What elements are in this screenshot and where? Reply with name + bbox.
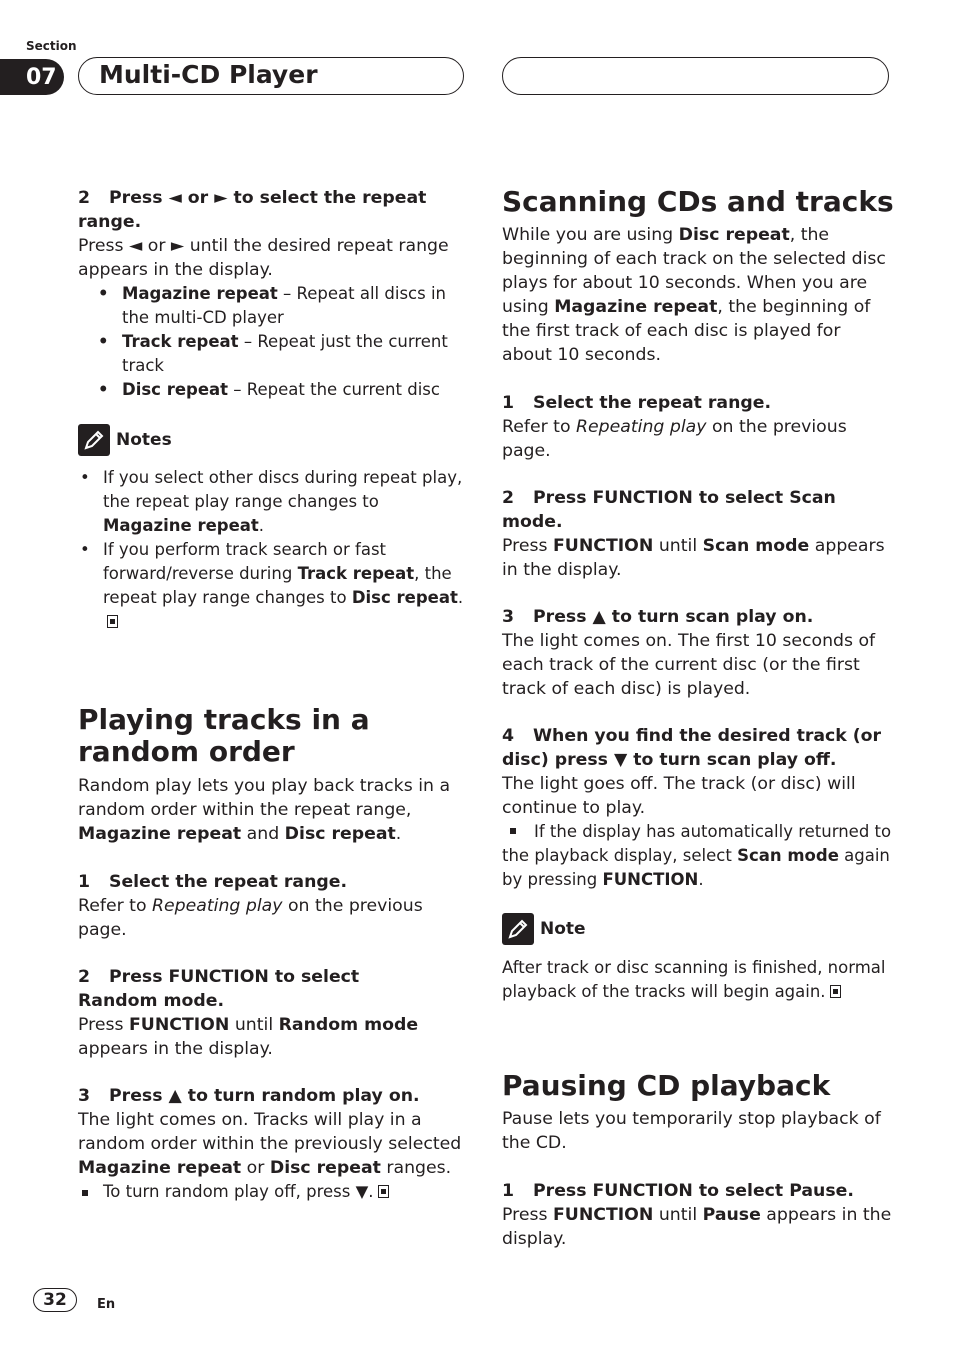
step-heading: 1 Select the repeat range. [78,872,348,892]
list-item: • If you perform track search or fast forward/reverse during Track repeat, the repeat play range changes to Disc repeat. [78,538,468,634]
end-mark-icon [107,615,118,628]
list-item: • Magazine repeat – Repeat all discs in the multi-CD player [78,282,468,330]
list-item: • If you select other discs during repeat play, the repeat play range changes to Magazine repeat. [78,466,468,538]
step-body: The light comes on. Tracks will play in a random order within the previously selected Magazine repeat or Disc repeat ranges. [78,1110,462,1178]
header-empty-box [502,57,889,95]
step-heading: 1 Select the repeat range. [502,393,772,413]
note-header [502,912,894,946]
repeat-options-list [78,282,468,402]
section-heading: Playing tracks in a random order [78,703,370,768]
section-label: Section [26,39,77,53]
section-heading: Scanning CDs and tracks [502,185,894,218]
step-heading: 3 Press ▲ to turn random play on. [78,1086,420,1106]
note-title: Note [540,919,586,939]
paragraph: Random play lets you play back tracks in a random order within the repeat range, Magazine repeat and Disc repeat. [78,776,451,844]
notes-title: Notes [116,430,172,450]
pencil-icon [78,424,110,456]
step-heading: 2 Press FUNCTION to select Random mode. [78,967,360,1011]
tip-text: To turn random play off, press ▼. [78,1180,468,1204]
note-text: After track or disc scanning is finished, normal playback of the tracks will begin again. [502,958,886,1001]
step-body: Press FUNCTION until Random mode appears in the display. [78,1015,419,1059]
list-item: • Disc repeat – Repeat the current disc [78,378,468,402]
step-heading: 2 Press FUNCTION to select Scan mode. [502,488,836,532]
list-item: • Track repeat – Repeat just the current track [78,330,468,378]
left-column [78,186,468,1204]
square-bullet-icon [510,828,516,834]
paragraph: Pause lets you temporarily stop playback of the CD. [502,1109,881,1153]
section-number: 07 [0,59,64,95]
chapter-title-box [78,57,464,95]
pencil-icon [502,913,534,945]
step-body: The light comes on. The first 10 seconds of each track of the current disc (or the first track of each disc) is played. [502,631,876,699]
step-body: Refer to Repeating play on the previous page. [78,896,423,940]
end-mark-icon [830,985,841,998]
step-body: Press FUNCTION until Scan mode appears in the display. [502,536,885,580]
section-heading: Pausing CD playback [502,1069,831,1102]
notes-header [78,423,468,457]
tip-text: If the display has automatically returned to the playback display, select Scan mode again by pressing FUNCTION. [502,822,892,889]
step-heading: 4 When you find the desired track (or disc) press ▼ to turn scan play off. [502,726,882,770]
step-heading: 3 Press ▲ to turn scan play on. [502,607,814,627]
step-body: Press FUNCTION until Pause appears in the display. [502,1205,892,1249]
page-number: 32 [33,1288,77,1312]
right-column [502,186,894,1251]
step-body: The light goes off. The track (or disc) will continue to play. [502,774,856,818]
chapter-title: Multi-CD Player [99,60,318,89]
step-heading: 2 Press ◄ or ► to select the repeat range. [78,188,427,232]
end-mark-icon [378,1185,389,1198]
language-label: En [97,1297,116,1312]
paragraph: While you are using Disc repeat, the beginning of each track on the selected disc plays for about 10 seconds. When you are using Magazine repeat, the beginning of the first track of each disc is played for about 10 seconds. [502,225,886,365]
step-body: Press ◄ or ► until the desired repeat range appears in the display. [78,236,449,280]
notes-list [78,466,468,634]
step-body: Refer to Repeating play on the previous page. [502,417,847,461]
step-heading: 1 Press FUNCTION to select Pause. [502,1181,854,1201]
